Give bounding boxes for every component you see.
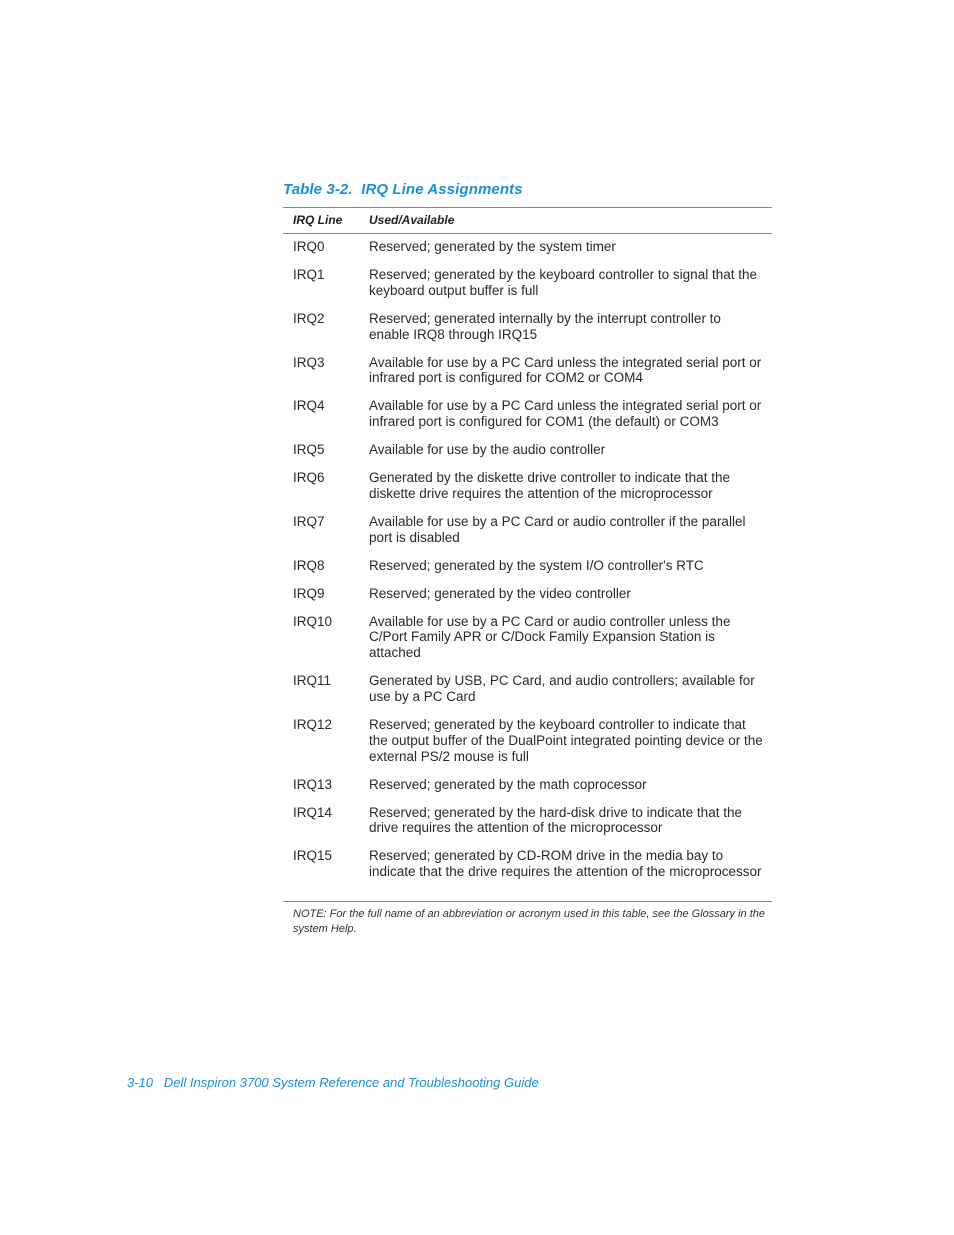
irq-cell: IRQ2: [293, 310, 325, 326]
description-cell: Reserved; generated by the hard-disk drive to indicate that the drive requires the attention of the microprocessor: [369, 804, 742, 836]
irq-cell: IRQ7: [293, 513, 325, 529]
table-row: [293, 398, 765, 430]
table-row: [293, 673, 765, 705]
irq-cell: IRQ12: [293, 716, 333, 732]
description-cell: Available for use by a PC Card or audio controller if the parallel port is disabled: [369, 513, 746, 545]
column-header-used-available: Used/Available: [369, 213, 455, 227]
document-title: Dell Inspiron 3700 System Reference and Troubleshooting Guide: [163, 1075, 539, 1090]
column-header-irq-line: IRQ Line: [293, 213, 343, 227]
page-footer: [127, 1075, 539, 1090]
table-bottom-rule: [283, 901, 772, 902]
description-cell: Reserved; generated by the system timer: [369, 239, 616, 254]
description-cell: Reserved; generated by CD-ROM drive in the media bay to indicate that the drive requires the attention of the microprocessor: [369, 848, 762, 880]
irq-cell: IRQ6: [293, 470, 325, 486]
irq-cell: IRQ9: [293, 585, 325, 601]
description-cell: Reserved; generated by the keyboard controller to indicate that the output buffer of the DualPoint integrated pointing device or the external PS/2 mouse is full: [369, 716, 763, 764]
description-cell: Generated by the diskette drive controller to indicate that the diskette drive requires the attention of the microprocessor: [369, 470, 730, 501]
table-note: NOTE: For the full name of an abbreviation or acronym used in this table, see the Glossary in the system Help.: [293, 908, 766, 935]
table-row: [293, 355, 765, 387]
table-row: [293, 267, 765, 299]
description-cell: Available for use by the audio controller: [369, 442, 606, 458]
table-header-rule: [283, 233, 772, 234]
page-number: 3-10: [127, 1075, 154, 1090]
table-row: [293, 805, 765, 837]
irq-cell: IRQ0: [293, 239, 325, 254]
irq-cell: IRQ10: [293, 613, 333, 629]
irq-cell: IRQ4: [293, 398, 325, 414]
table-row: [293, 717, 765, 764]
table-row: [293, 239, 765, 255]
irq-cell: IRQ3: [293, 354, 325, 370]
irq-cell: IRQ11: [293, 673, 332, 689]
description-cell: Reserved; generated by the video controller: [369, 585, 631, 601]
table-caption: Table 3-2. IRQ Line Assignments: [283, 181, 523, 198]
table-row: [293, 777, 765, 793]
description-cell: Reserved; generated internally by the interrupt controller to enable IRQ8 through IRQ15: [369, 310, 721, 342]
irq-cell: IRQ1: [293, 266, 325, 282]
description-cell: Reserved; generated by the keyboard controller to signal that the keyboard output buffer is full: [369, 266, 757, 298]
irq-cell: IRQ15: [293, 848, 333, 864]
table-row: [293, 470, 765, 502]
description-cell: Reserved; generated by the system I/O controller's RTC: [369, 557, 704, 573]
irq-cell: IRQ14: [293, 804, 333, 820]
table-row: [293, 586, 765, 602]
table-body: [293, 239, 765, 892]
irq-cell: IRQ8: [293, 557, 325, 573]
table-row: [293, 614, 765, 661]
description-cell: Generated by USB, PC Card, and audio controllers; available for use by a PC Card: [369, 673, 755, 704]
table-row: [293, 514, 765, 546]
irq-cell: IRQ13: [293, 776, 333, 792]
table-row: [293, 442, 765, 458]
description-cell: Available for use by a PC Card unless the integrated serial port or infrared port is configured for COM2 or COM4: [369, 354, 762, 386]
description-cell: Reserved; generated by the math coprocessor: [369, 776, 647, 792]
description-cell: Available for use by a PC Card unless the integrated serial port or infrared port is configured for COM1 (the default) or COM3: [369, 398, 762, 430]
irq-cell: IRQ5: [293, 442, 325, 458]
table-top-rule: [283, 207, 772, 208]
description-cell: Available for use by a PC Card or audio controller unless the C/Port Family APR or C/Dock Family Expansion Station is attached: [369, 613, 731, 661]
table-row: [293, 848, 765, 880]
table-row: [293, 558, 765, 574]
table-row: [293, 311, 765, 343]
